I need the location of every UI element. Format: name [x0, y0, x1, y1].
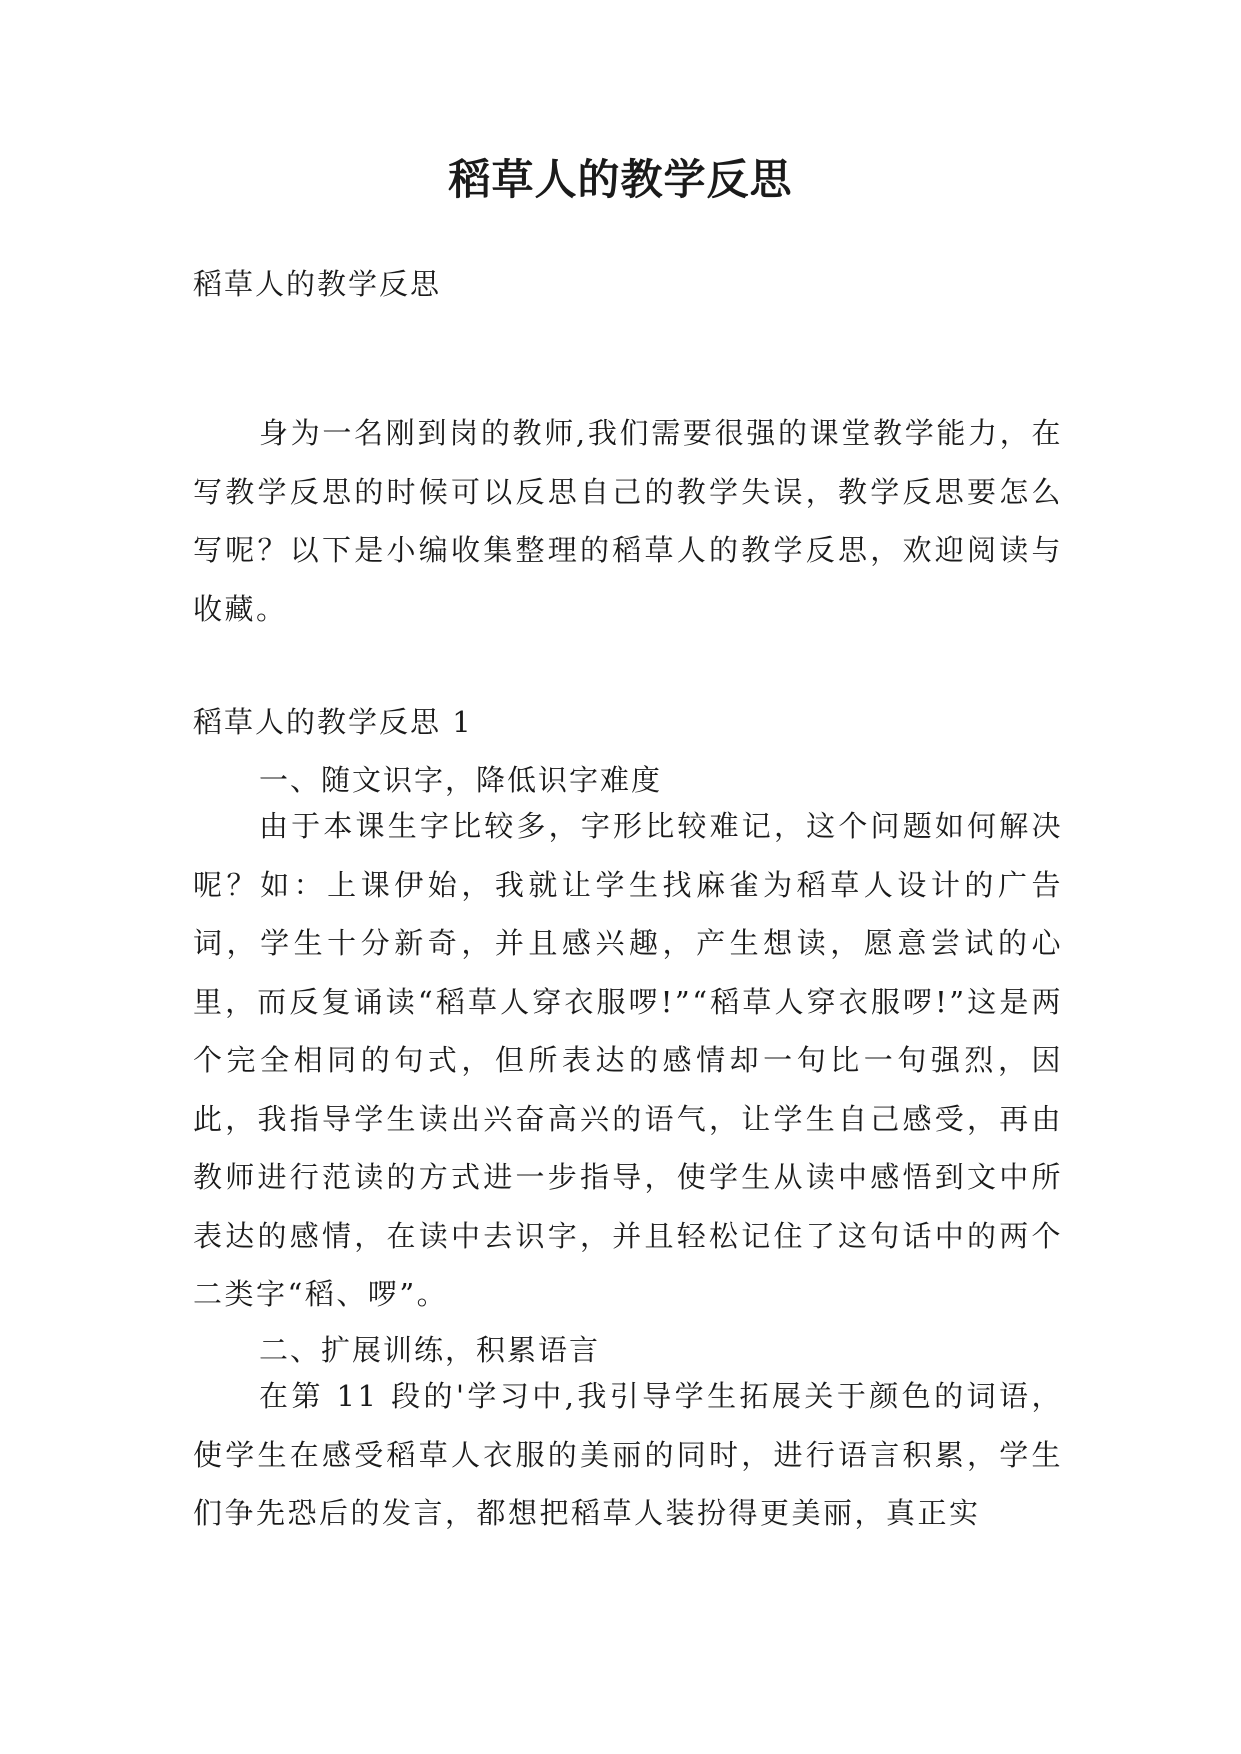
- point1-paragraph: 由于本课生字比较多，字形比较难记，这个问题如何解决呢？如：上课伊始，我就让学生找麻雀为稻草人设计的广告词，学生十分新奇，并且感兴趣，产生想读，愿意尝试的心里，而反复诵读“稻草人穿衣服啰!”“稻草人穿衣服啰!”这是两个完全相同的句式，但所表达的感情却一句比一句强烈，因此，我指导学生读出兴奋高兴的语气，让学生自己感受，再由教师进行范读的方式进一步指导，使学生从读中感悟到文中所表达的感情，在读中去识字，并且轻松记住了这句话中的两个二类字“稻、啰”。: [193, 809, 1063, 1311]
- point2-paragraph: 在第 11 段的'学习中,我引导学生拓展关于颜色的词语，使学生在感受稻草人衣服的美丽的同时，进行语言积累，学生们争先恐后的发言，都想把稻草人装扮得更美丽，真正实: [193, 1379, 1063, 1530]
- point1-heading: 一、随文识字，降低识字难度: [259, 763, 663, 797]
- document-subtitle: 稻草人的教学反思: [193, 267, 442, 301]
- section-heading: 稻草人的教学反思 1: [193, 705, 473, 739]
- intro-paragraph: 身为一名刚到岗的教师,我们需要很强的课堂教学能力，在写教学反思的时候可以反思自己的教学失误，教学反思要怎么写呢？以下是小编收集整理的稻草人的教学反思，欢迎阅读与收藏。: [193, 416, 1063, 626]
- document-title: 稻草人的教学反思: [448, 155, 793, 204]
- point2-heading: 二、扩展训练，积累语言: [259, 1333, 601, 1367]
